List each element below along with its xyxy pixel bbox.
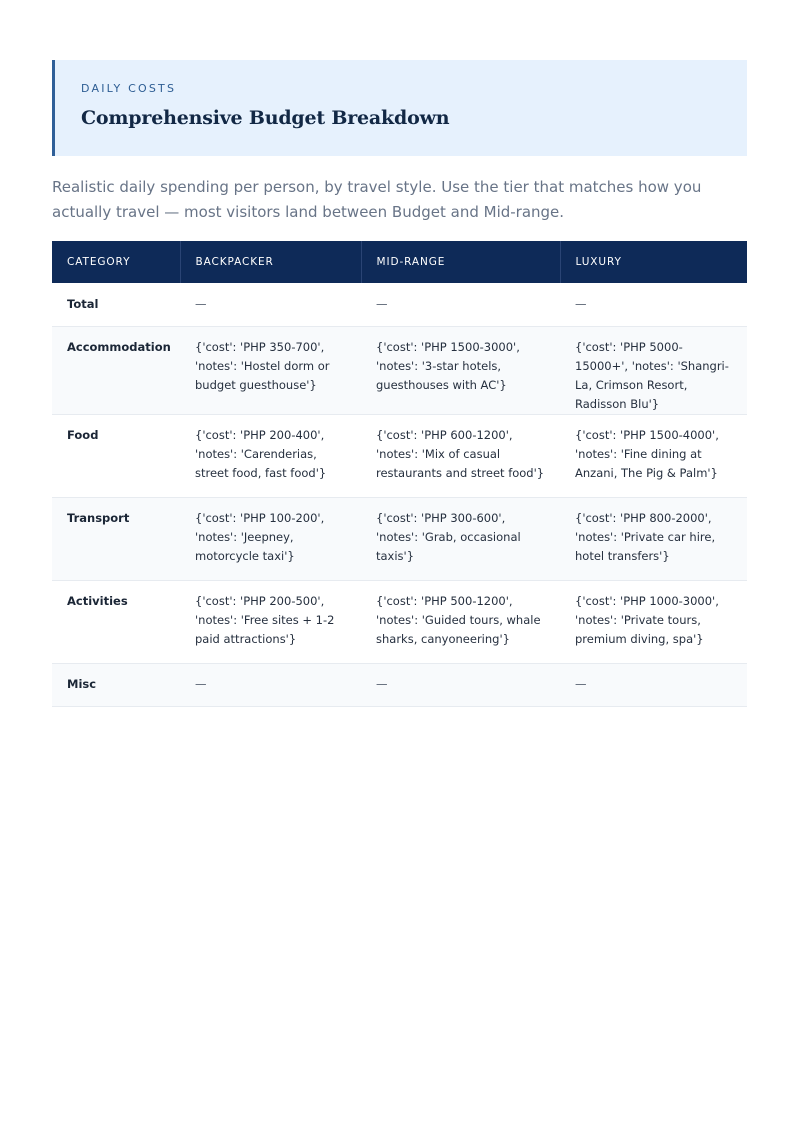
table-row <box>52 663 747 706</box>
row-category: Total <box>67 296 99 311</box>
row-category: Accommodation <box>67 339 171 354</box>
header-luxury: LUXURY <box>575 256 622 268</box>
cell-luxury: {'cost': 'PHP 5000-15000+', 'notes': 'Shangri-La, Crimson Resort, Radisson Blu'} <box>575 339 729 411</box>
table-row <box>52 580 747 663</box>
cell-backpacker: {'cost': 'PHP 200-500', 'notes': 'Free sites + 1-2 paid attractions'} <box>195 593 335 646</box>
cell-backpacker: — <box>195 296 207 311</box>
section-header-callout <box>52 60 747 156</box>
cell-backpacker: {'cost': 'PHP 100-200', 'notes': 'Jeepney, motorcycle taxi'} <box>195 510 325 563</box>
table-body <box>52 283 747 706</box>
cell-luxury: {'cost': 'PHP 800-2000', 'notes': 'Private car hire, hotel transfers'} <box>575 510 716 563</box>
row-category: Food <box>67 427 99 442</box>
cell-midrange: {'cost': 'PHP 500-1200', 'notes': 'Guided tours, whale sharks, canyoneering'} <box>376 593 541 646</box>
cell-midrange: — <box>376 677 388 691</box>
cell-midrange: {'cost': 'PHP 1500-3000', 'notes': '3-star hotels, guesthouses with AC'} <box>376 339 520 392</box>
table-header-row <box>52 241 747 283</box>
table-row <box>52 283 747 326</box>
header-midrange: MID-RANGE <box>361 241 560 283</box>
section-title: Comprehensive Budget Breakdown <box>81 107 450 129</box>
cell-backpacker: {'cost': 'PHP 200-400', 'notes': 'Carenderias, street food, fast food'} <box>195 427 327 480</box>
table-row <box>52 497 747 580</box>
table-header <box>52 241 747 283</box>
cell-luxury: — <box>575 677 587 691</box>
cell-luxury: {'cost': 'PHP 1500-4000', 'notes': 'Fine dining at Anzani, The Pig & Palm'} <box>575 427 719 480</box>
cell-backpacker: {'cost': 'PHP 350-700', 'notes': 'Hostel dorm or budget guesthouse'} <box>195 339 330 392</box>
cell-midrange: — <box>376 296 388 311</box>
cell-midrange: {'cost': 'PHP 600-1200', 'notes': 'Mix of casual restaurants and street food'} <box>376 427 545 480</box>
table-row <box>52 414 747 497</box>
table-row <box>52 326 747 414</box>
cell-backpacker: — <box>195 677 207 691</box>
row-category: Transport <box>67 510 130 525</box>
intro-paragraph: Realistic daily spending per person, by travel style. Use the tier that matches how you actually travel — most visitors land between Budget and Mid-range. <box>52 178 702 221</box>
section-eyebrow: DAILY COSTS <box>81 82 177 95</box>
header-category: CATEGORY <box>52 241 180 283</box>
budget-table <box>52 241 747 707</box>
cell-midrange: {'cost': 'PHP 300-600', 'notes': 'Grab, occasional taxis'} <box>376 510 521 563</box>
cell-luxury: {'cost': 'PHP 1000-3000', 'notes': 'Private tours, premium diving, spa'} <box>575 593 719 646</box>
cell-luxury: — <box>575 296 587 311</box>
row-category: Activities <box>67 593 128 608</box>
header-backpacker: BACKPACKER <box>180 241 361 283</box>
row-category: Misc <box>67 677 97 691</box>
